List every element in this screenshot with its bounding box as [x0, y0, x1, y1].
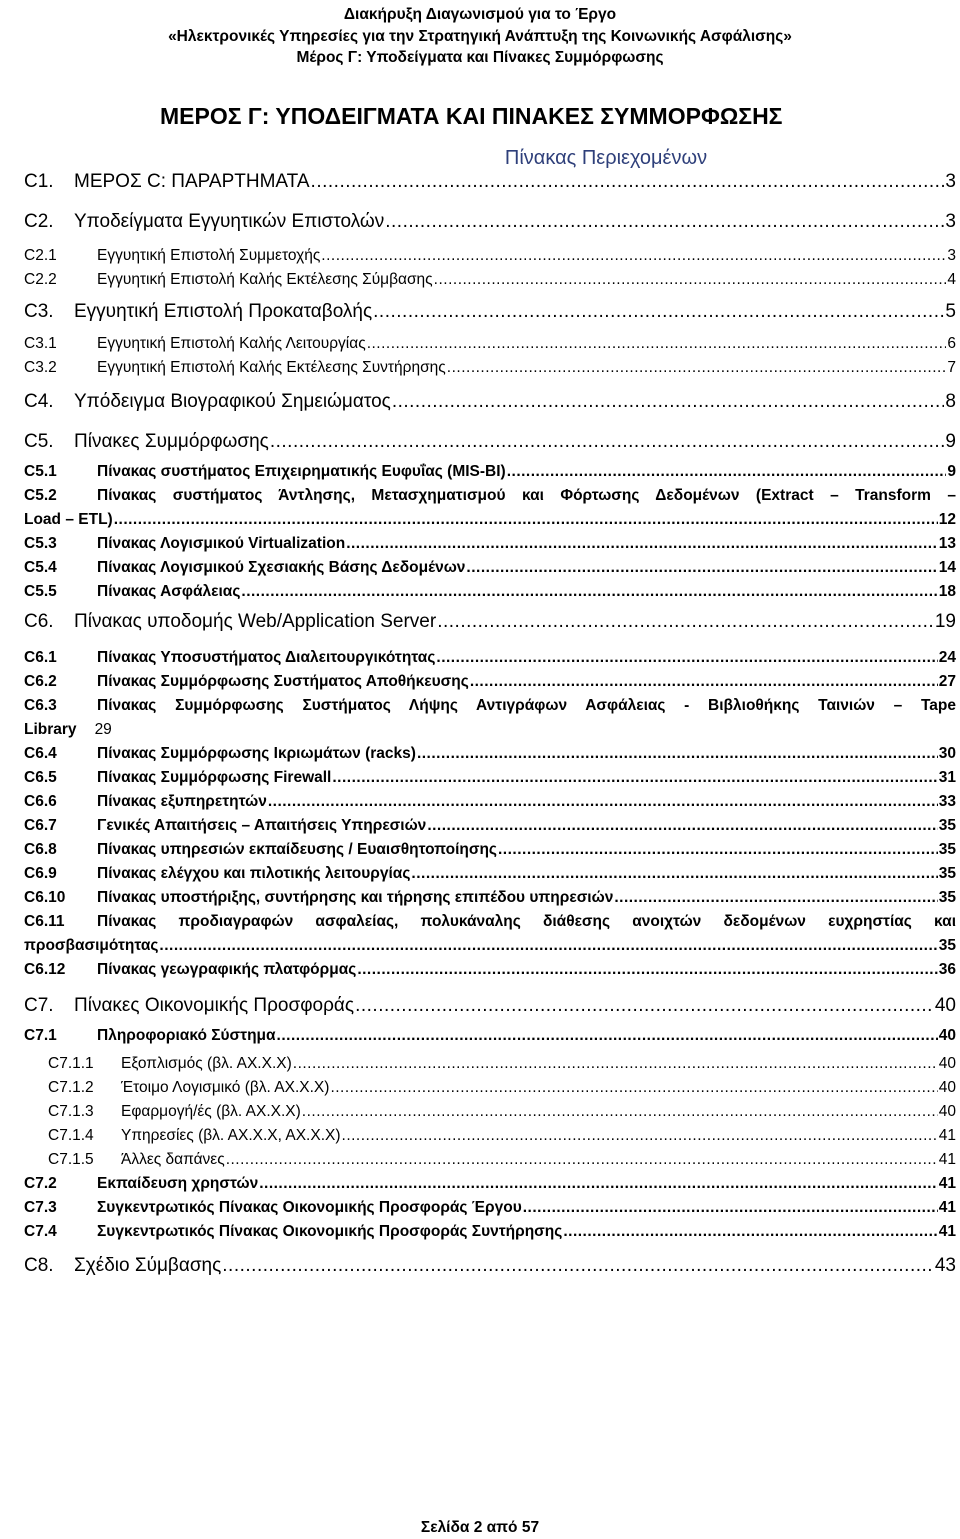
toc-entry-text: Πίνακας Υποσυστήματος Διαλειτουργικότητας — [97, 649, 436, 666]
toc-entry-number: C2.2 — [24, 271, 57, 288]
toc-entry-number: C6.5 — [24, 769, 57, 786]
toc-leader-dots — [259, 1175, 938, 1193]
toc-entry-text: Εφαρμογή/ές (βλ. ΑΧ.Χ.Χ) — [121, 1103, 301, 1120]
toc-entry-page: 36 — [938, 961, 956, 978]
toc-entry-number: C5.5 — [24, 583, 57, 600]
toc-entry-text: Εγγυητική Επιστολή Καλής Λειτουργίας — [97, 335, 366, 352]
page-title: ΜΕΡΟΣ Γ: ΥΠΟΔΕΙΓΜΑΤΑ ΚΑΙ ΠΙΝΑΚΕΣ ΣΥΜΜΟΡΦΩΣΗΣ — [160, 103, 783, 129]
toc-entry-text: Εγγυητική Επιστολή Προκαταβολής — [74, 301, 373, 322]
header-line-2: «Ηλεκτρονικές Υπηρεσίες για την Στρατηγική Ανάπτυξη της Κοινωνικής Ασφάλισης» — [168, 27, 792, 45]
page-header — [0, 4, 960, 69]
toc-entry-number: C1. — [24, 171, 54, 192]
toc-entry-text: Πίνακας Συμμόρφωσης Ικριωμάτων (racks) — [97, 745, 416, 762]
toc-entry-text: Πίνακας Συμμόρφωσης Firewall — [97, 769, 332, 786]
toc-leader-dots — [563, 1223, 937, 1241]
toc-entry-text: Γενικές Απαιτήσεις – Απαιτήσεις Υπηρεσιών — [97, 817, 427, 834]
toc-entry-page: 6 — [947, 335, 956, 352]
toc-entry-number: C6.10 — [24, 889, 66, 906]
toc-leader-dots — [277, 1027, 938, 1045]
toc-entry-page: 30 — [938, 745, 956, 762]
toc-entry-page: 18 — [938, 583, 956, 600]
toc-entry-number: C7.1.5 — [48, 1151, 94, 1168]
toc-entry-text: Πίνακες Συμμόρφωσης — [74, 431, 269, 452]
toc-entry-page: 40 — [938, 1055, 956, 1072]
toc-entry-page: 24 — [938, 649, 956, 666]
toc-entry-page: 5 — [945, 301, 956, 322]
toc-entry-number: C2. — [24, 211, 54, 232]
toc-entry-number: C5.4 — [24, 559, 57, 576]
toc-entry-text: Εκπαίδευση χρηστών — [97, 1175, 259, 1192]
toc-entry-text: Εγγυητική Επιστολή Καλής Εκτέλεσης Συντήρησης — [97, 359, 446, 376]
toc-entry-number: C2.1 — [24, 247, 57, 264]
toc-entry-number: C5.1 — [24, 463, 57, 480]
toc-entry-text: Συγκεντρωτικός Πίνακας Οικονομικής Προσφοράς Συντήρησης — [97, 1223, 563, 1240]
toc-leader-dots — [498, 841, 938, 859]
toc-entry-continuation: Load – ETL) — [24, 511, 113, 528]
toc-entry-page: 40 — [938, 1103, 956, 1120]
toc-entry-page: 41 — [938, 1223, 956, 1240]
toc-leader-dots — [330, 1079, 937, 1097]
toc-entry-text: Έτοιμο Λογισμικό (βλ. ΑΧ.Χ.Χ) — [121, 1079, 330, 1096]
toc-leader-dots — [436, 649, 937, 667]
toc-entry-number: C7.1.4 — [48, 1127, 94, 1144]
toc-entry-text: Πίνακας Συμμόρφωσης Συστήματος Αποθήκευσης — [97, 673, 469, 690]
toc-leader-dots — [523, 1199, 938, 1217]
toc-entry-page: 35 — [938, 817, 956, 834]
toc-entry-page: 9 — [945, 431, 956, 452]
toc-entry-page: 40 — [934, 995, 956, 1016]
toc-entry-text: Πίνακας υπηρεσιών εκπαίδευσης / Ευαισθητοποίησης — [97, 841, 497, 858]
toc-entry-page: 41 — [938, 1151, 956, 1168]
toc-leader-dots — [332, 769, 937, 787]
toc-entry-number: C6. — [24, 611, 54, 632]
toc-leader-dots — [321, 247, 946, 265]
toc-leader-dots — [226, 1151, 938, 1169]
toc-entry-continuation: Library — [24, 721, 77, 738]
toc-entry-page: 40 — [938, 1079, 956, 1096]
toc-entry-number: C7.1.3 — [48, 1103, 94, 1120]
toc-leader-dots — [470, 673, 938, 691]
toc-entry-page: 33 — [938, 793, 956, 810]
toc-entry-text: Πίνακας συστήματος Άντλησης, Μετασχηματισμού και Φόρτωσης Δεδομένων (Extract – Transform – — [97, 487, 956, 504]
toc-entry-number: C7.3 — [24, 1199, 57, 1216]
toc-entry-page: 35 — [938, 937, 956, 954]
toc-leader-dots — [392, 391, 945, 413]
toc-leader-dots — [293, 1055, 938, 1073]
toc-entry-text: Πίνακας Λογισμικού Virtualization — [97, 535, 346, 552]
toc-title: Πίνακας Περιεχομένων — [504, 147, 708, 169]
toc-entry-number: C6.9 — [24, 865, 57, 882]
toc-leader-dots — [302, 1103, 938, 1121]
toc-entry-text: Σχέδιο Σύμβασης — [74, 1255, 222, 1276]
toc-entry-number: C5. — [24, 431, 54, 452]
header-line-1: Διακήρυξη Διαγωνισμού για το Έργο — [343, 6, 617, 23]
toc-entry-text: Πίνακας υποδομής Web/Application Server — [74, 611, 437, 632]
toc-leader-dots — [417, 745, 938, 763]
toc-entry-page: 3 — [945, 211, 956, 232]
toc-entry-text: Πίνακας Ασφάλειας — [97, 583, 241, 600]
toc-entry-page: 35 — [938, 889, 956, 906]
toc-entry-number: C6.2 — [24, 673, 57, 690]
toc-entry-page: 41 — [938, 1199, 956, 1216]
toc-entry-text: Πίνακας υποστήριξης, συντήρησης και τήρησης επιπέδου υπηρεσιών — [97, 889, 614, 906]
toc-leader-dots — [355, 995, 934, 1017]
toc-entry-continuation: προσβασιμότητας — [24, 937, 159, 954]
toc-entry-text: Υπόδειγμα Βιογραφικού Σημειώματος — [74, 391, 391, 412]
toc-leader-dots — [427, 817, 937, 835]
toc-leader-dots — [342, 1127, 938, 1145]
toc-entry-number: C6.7 — [24, 817, 57, 834]
toc-entry-number: C5.3 — [24, 535, 57, 552]
toc-entry-text: Πίνακας προδιαγραφών ασφαλείας, πολυκάναλης διάθεσης ανοιχτών δεδομένων ευχρηστίας και — [97, 913, 956, 930]
toc-leader-dots — [241, 583, 937, 601]
toc-entry-page: 8 — [945, 391, 956, 412]
toc-entry-page: 41 — [938, 1175, 956, 1192]
toc-entry-number: C7.4 — [24, 1223, 57, 1240]
toc-entry-page: 43 — [934, 1255, 956, 1276]
toc-entry-number: C7.1.1 — [48, 1055, 94, 1072]
toc-entry-number: C6.3 — [24, 697, 57, 714]
toc-entry-text: Συγκεντρωτικός Πίνακας Οικονομικής Προσφοράς Έργου — [97, 1199, 522, 1216]
toc-leader-dots — [434, 271, 947, 289]
toc-entry-page: 12 — [938, 511, 956, 528]
toc-entry-page: 35 — [938, 841, 956, 858]
toc-leader-dots — [222, 1255, 934, 1277]
toc-leader-dots — [507, 463, 947, 481]
toc-entry-text: Πίνακες Οικονομικής Προσφοράς — [74, 995, 355, 1016]
toc-leader-dots — [411, 865, 937, 883]
toc-leader-dots — [357, 961, 937, 979]
toc-leader-dots — [437, 611, 934, 633]
toc-leader-dots — [373, 301, 944, 323]
toc-entry-number: C6.4 — [24, 745, 57, 762]
toc-entry-page: 35 — [938, 865, 956, 882]
toc-entry-text: Υπηρεσίες (βλ. ΑΧ.Χ.Χ, ΑΧ.Χ.Χ) — [121, 1127, 341, 1144]
toc-entry-page: 9 — [947, 463, 956, 480]
toc-entry-text: Άλλες δαπάνες — [121, 1151, 225, 1168]
toc-entry-text: ΜΕΡΟΣ C: ΠΑΡΑΡΤΗΜΑΤΑ — [74, 171, 310, 192]
toc-leader-dots — [447, 359, 947, 377]
toc-entry-page: 19 — [934, 611, 956, 632]
toc-entry-page: 7 — [947, 359, 956, 376]
toc-entry-page: 40 — [938, 1027, 956, 1044]
toc-entry-number: C6.11 — [24, 913, 65, 930]
toc-entry-page: 14 — [938, 559, 956, 576]
page-footer: Σελίδα 2 από 57 — [420, 1519, 540, 1536]
toc-entry-page: 27 — [938, 673, 956, 690]
toc-entry-text: Πίνακας ελέγχου και πιλοτικής λειτουργίας — [97, 865, 411, 882]
toc-entry-text: Πίνακας Λογισμικού Σχεσιακής Βάσης Δεδομένων — [97, 559, 466, 576]
toc-entry-page: 3 — [945, 171, 956, 192]
toc-entry-text: Υποδείγματα Εγγυητικών Επιστολών — [74, 211, 385, 232]
toc-entry-number: C8. — [24, 1255, 54, 1276]
toc-leader-dots — [346, 535, 938, 553]
toc-entry-text: Εξοπλισμός (βλ. ΑΧ.Χ.Χ) — [121, 1055, 292, 1072]
toc-entry-page: 4 — [947, 271, 956, 288]
toc-entry-number: C4. — [24, 391, 54, 412]
toc-leader-dots — [114, 511, 938, 529]
toc-leader-dots — [270, 431, 945, 453]
toc-entry-text: Πληροφοριακό Σύστημα — [97, 1027, 276, 1044]
toc-entry-number: C3.2 — [24, 359, 57, 376]
toc-entry-number: C3. — [24, 301, 54, 322]
toc-entry-number: C6.12 — [24, 961, 66, 978]
toc-entry-number: C5.2 — [24, 487, 57, 504]
toc-entry-number: C7.2 — [24, 1175, 57, 1192]
toc-leader-dots — [466, 559, 937, 577]
toc-entry-number: C7. — [24, 995, 54, 1016]
toc-entry-number: C6.1 — [24, 649, 57, 666]
toc-leader-dots — [159, 937, 937, 955]
toc-leader-dots — [367, 335, 947, 353]
toc-entry-number: C6.8 — [24, 841, 57, 858]
toc-entry-page: 41 — [938, 1127, 956, 1144]
toc-entry-text: Εγγυητική Επιστολή Καλής Εκτέλεσης Σύμβασης — [97, 271, 433, 288]
header-line-3: Μέρος Γ: Υποδείγματα και Πίνακες Συμμόρφωσης — [296, 49, 664, 66]
toc-entry-text: Εγγυητική Επιστολή Συμμετοχής — [97, 247, 321, 264]
toc-entry-number: C7.1.2 — [48, 1079, 94, 1096]
toc-leader-dots — [311, 171, 945, 193]
toc-entry-number: C6.6 — [24, 793, 57, 810]
toc-entry-page: 29 — [94, 721, 112, 738]
toc-entry-page: 31 — [938, 769, 956, 786]
toc-entry-text: Πίνακας συστήματος Επιχειρηματικής Ευφυΐας (MIS-BI) — [97, 463, 506, 480]
toc-entry-text: Πίνακας Συμμόρφωσης Συστήματος Λήψης Αντιγράφων Ασφάλειας - Βιβλιοθήκης Ταινιών – Tape — [97, 697, 956, 714]
toc-leader-dots — [268, 793, 938, 811]
toc-entry-page: 3 — [947, 247, 956, 264]
toc-entry-text: Πίνακας γεωγραφικής πλατφόρμας — [97, 961, 357, 978]
toc-leader-dots — [614, 889, 937, 907]
toc-entry-number: C3.1 — [24, 335, 57, 352]
toc-entry-page: 13 — [938, 535, 956, 552]
toc-entry-number: C7.1 — [24, 1027, 57, 1044]
toc-leader-dots — [385, 211, 944, 233]
toc-entry-text: Πίνακας εξυπηρετητών — [97, 793, 267, 810]
